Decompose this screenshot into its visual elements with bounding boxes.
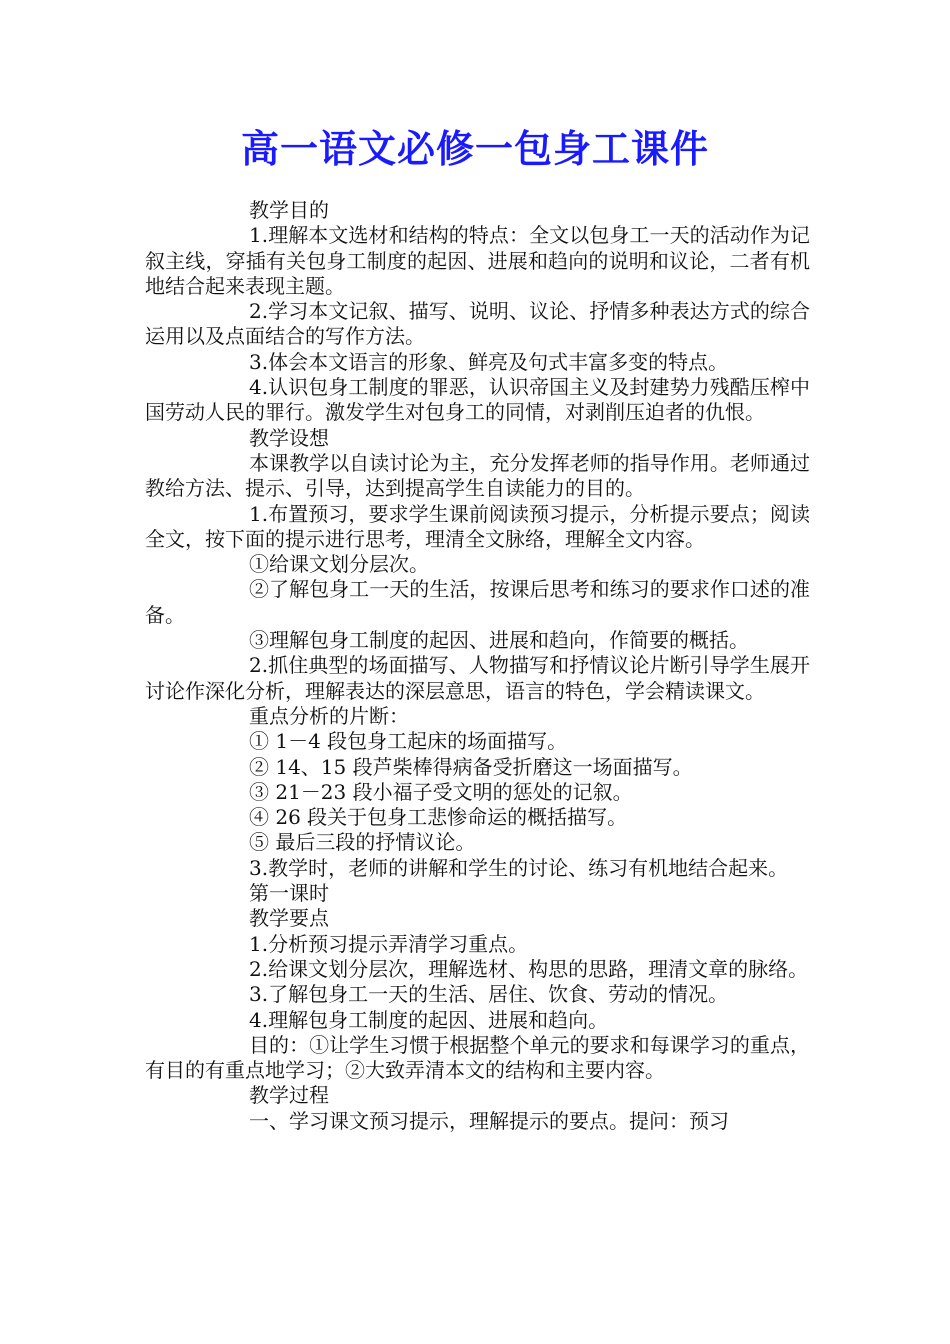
section-heading: 教学过程 xyxy=(249,1083,329,1108)
document-title: 高一语文必修一包身工课件 xyxy=(240,126,709,171)
paragraph: 2.给课文划分层次，理解选材、构思的思路，理清文章的脉络。 xyxy=(249,956,809,981)
section-heading: 教学要点 xyxy=(249,906,329,931)
paragraph: 3.教学时，老师的讲解和学生的讨论、练习有机地结合起来。 xyxy=(249,855,789,880)
section-heading: 重点分析的片断： xyxy=(249,703,409,728)
paragraph: 1.理解本文选材和结构的特点：全文以包身工一天的活动作为记叙主线，穿插有关包身工制度的起因、进展和趋向的说明和议论，二者有机地结合起来表现主题。 xyxy=(145,223,810,298)
section-heading: 第一课时 xyxy=(249,881,329,906)
paragraph: 2.学习本文记叙、描写、说明、议论、抒情多种表达方式的综合运用以及点面结合的写作方法。 xyxy=(145,299,810,349)
paragraph: 1.布置预习，要求学生课前阅读预习提示，分析提示要点；阅读全文，按下面的提示进行思考，理清全文脉络，理解全文内容。 xyxy=(145,501,810,551)
list-item: ④ 26 段关于包身工悲惨命运的概括描写。 xyxy=(249,805,628,830)
list-item: ②了解包身工一天的生活，按课后思考和练习的要求作口述的准备。 xyxy=(145,577,810,627)
paragraph: 本课教学以自读讨论为主，充分发挥老师的指导作用。老师通过教给方法、提示、引导，达到提高学生自读能力的目的。 xyxy=(145,450,810,501)
list-item: ① 1－4 段包身工起床的场面描写。 xyxy=(249,729,568,754)
paragraph: 目的：①让学生习惯于根据整个单元的要求和每课学习的重点，有目的有重点地学习；②大致弄清本文的结构和主要内容。 xyxy=(145,1032,810,1083)
list-item: ①给课文划分层次。 xyxy=(249,552,429,577)
paragraph: 1.分析预习提示弄清学习重点。 xyxy=(249,931,529,956)
paragraph: 2.抓住典型的场面描写、人物描写和抒情议论片断引导学生展开讨论作深化分析，理解表达的深层意思，语言的特色，学会精读课文。 xyxy=(145,653,810,703)
document-body xyxy=(145,198,810,1134)
section-heading: 教学目的 xyxy=(249,198,329,222)
list-item: ③理解包身工制度的起因、进展和趋向，作简要的概括。 xyxy=(249,628,749,653)
paragraph: 3.体会本文语言的形象、鲜亮及句式丰富多变的特点。 xyxy=(249,349,729,374)
paragraph: 4.理解包身工制度的起因、进展和趋向。 xyxy=(249,1007,609,1032)
list-item: ③ 21－23 段小福子受文明的惩处的记叙。 xyxy=(249,779,633,804)
list-item: ⑤ 最后三段的抒情议论。 xyxy=(249,830,476,855)
paragraph: 3.了解包身工一天的生活、居住、饮食、劳动的情况。 xyxy=(249,982,729,1007)
section-heading: 教学设想 xyxy=(249,425,329,450)
paragraph: 4.认识包身工制度的罪恶，认识帝国主义及封建势力残酷压榨中国劳动人民的罪行。激发学生对包身工的同情，对剥削压迫者的仇恨。 xyxy=(145,375,810,425)
list-item: ② 14、15 段芦柴棒得病备受折磨这一场面描写。 xyxy=(249,754,693,779)
paragraph: 一、学习课文预习提示，理解提示的要点。提问：预习 xyxy=(249,1108,729,1133)
